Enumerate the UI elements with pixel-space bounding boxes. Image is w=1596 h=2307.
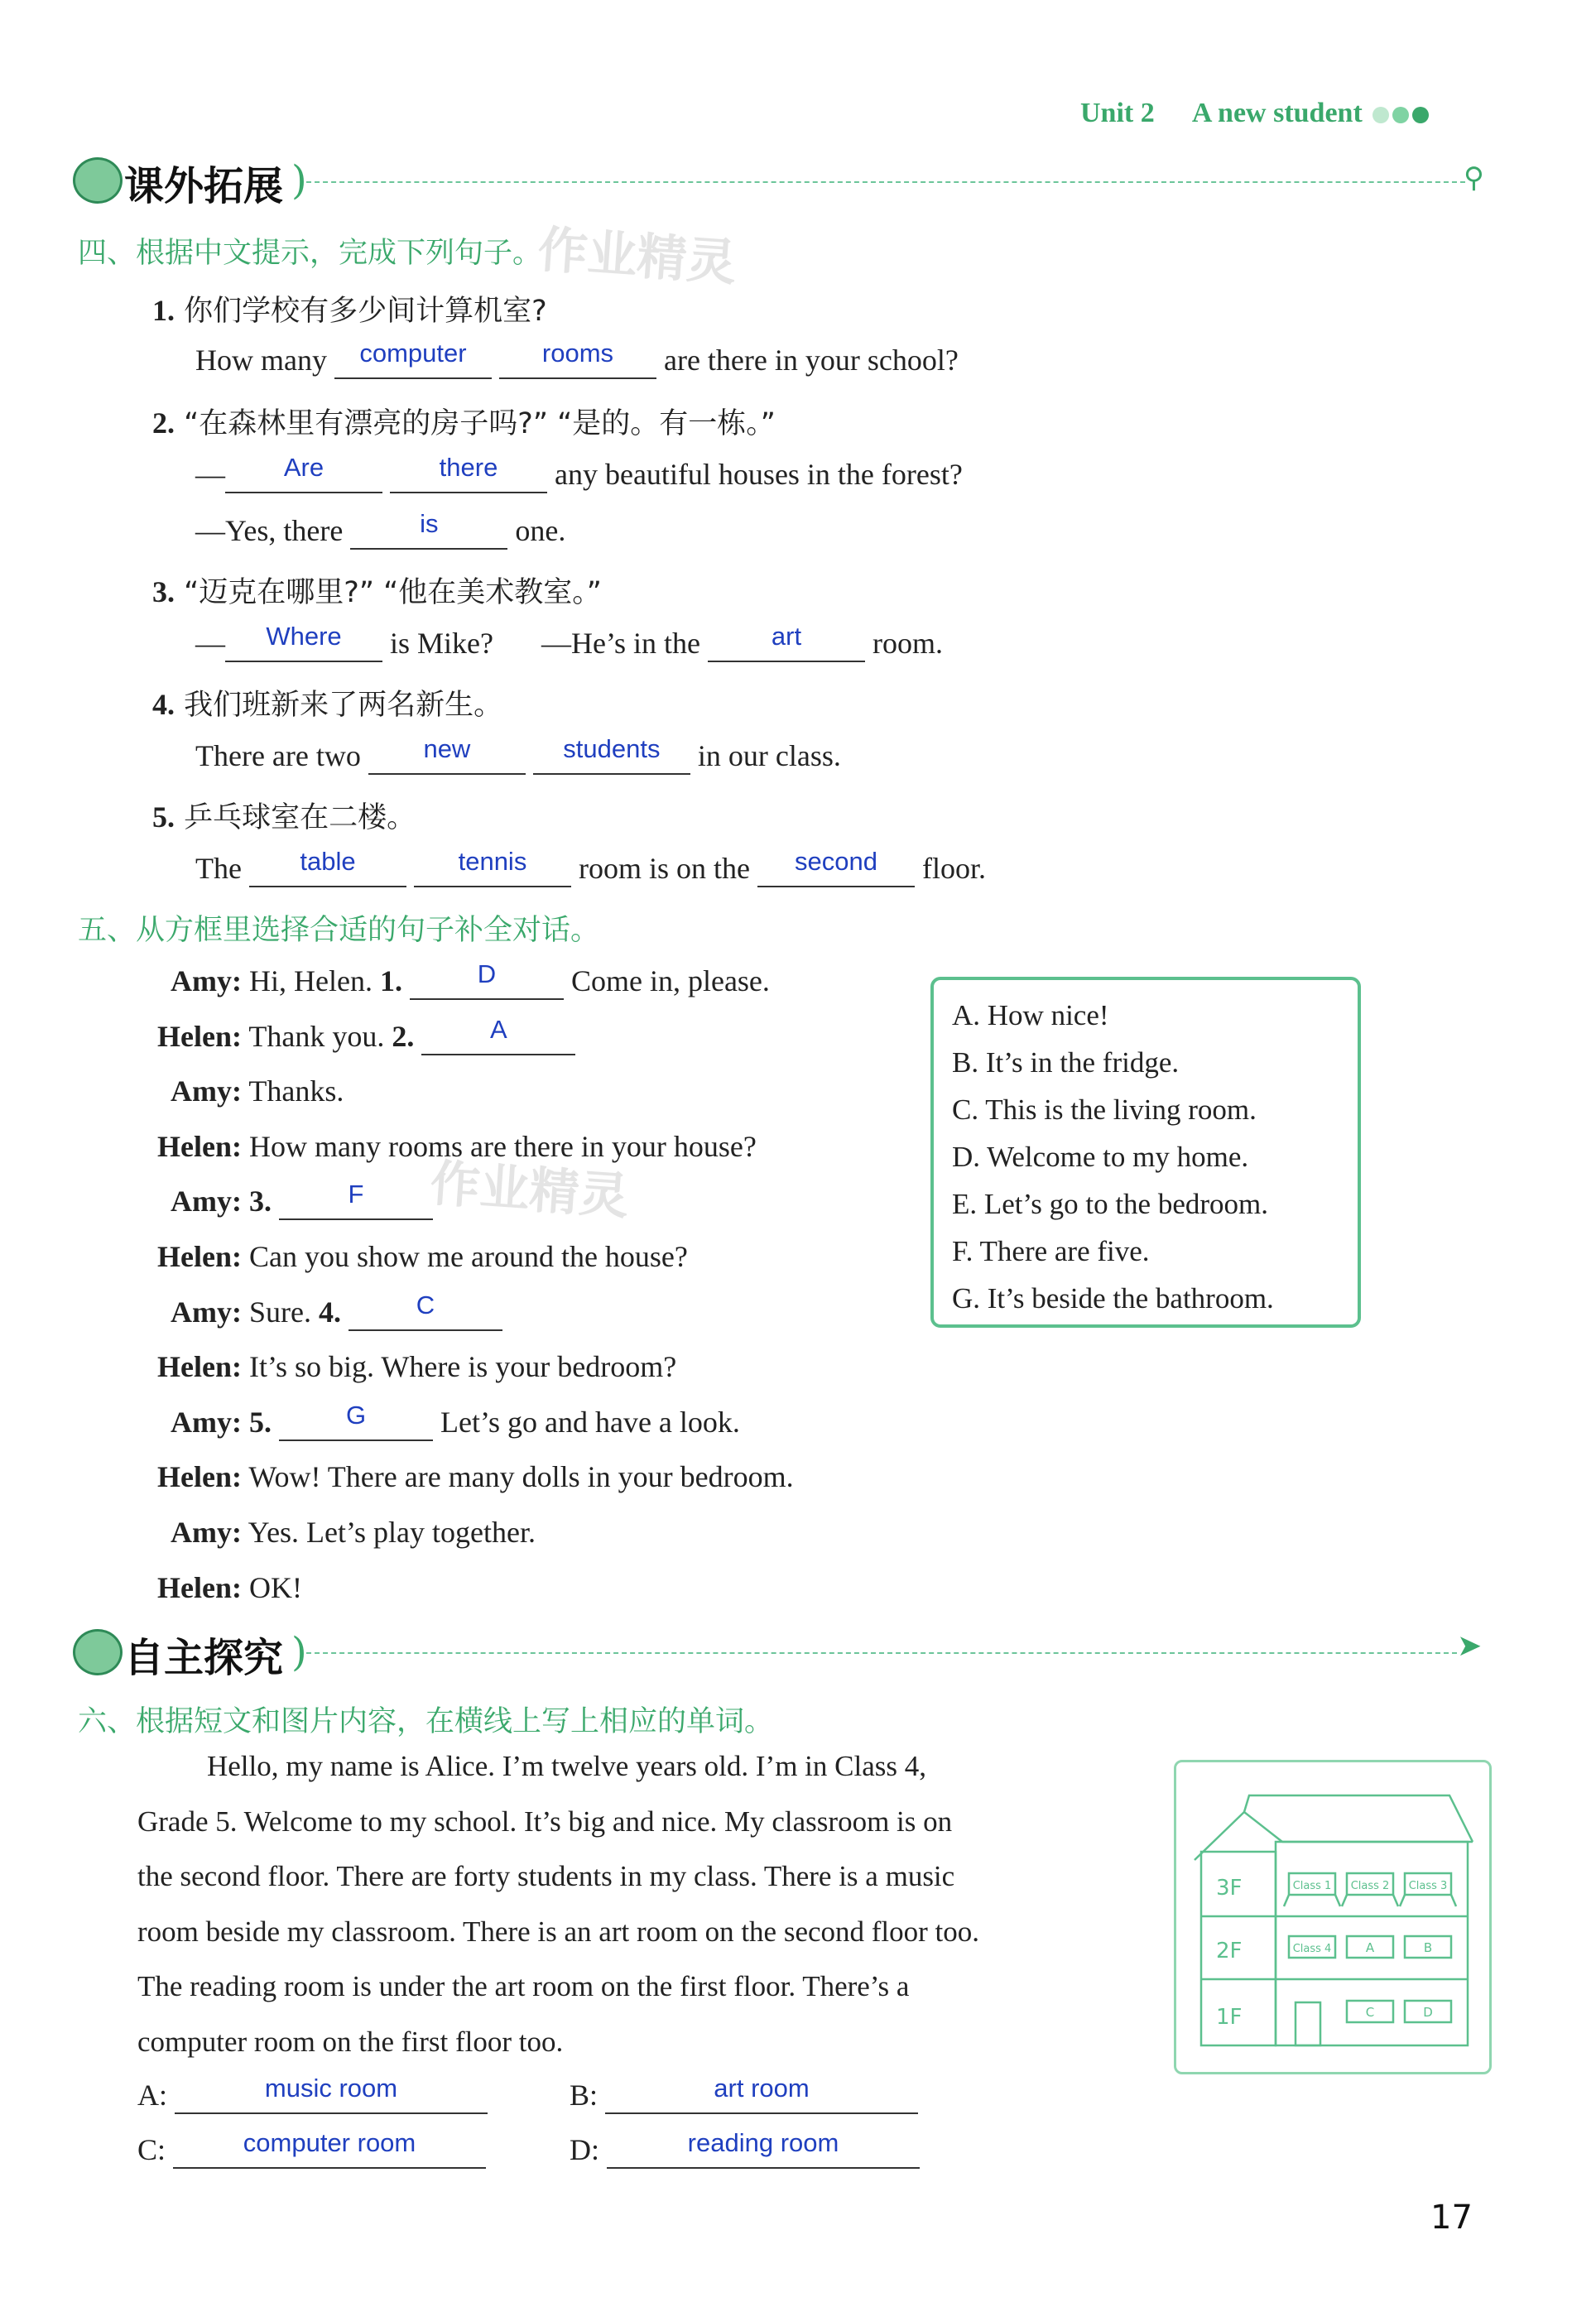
answer-row: B: art room — [570, 2078, 918, 2114]
speaker-label: Amy: — [171, 1074, 242, 1108]
speaker-label: Amy: — [171, 1405, 242, 1439]
dialogue-text: Thanks. — [248, 1074, 344, 1108]
item-en: There are two new students in our class. — [195, 738, 841, 775]
dialogue-text: Wow! There are many dolls in your bedroom. — [248, 1460, 794, 1494]
dialogue-text: It’s so big. Where is your bedroom? — [249, 1350, 677, 1384]
blank-number: 4. — [319, 1295, 341, 1329]
dialogue-text: How many rooms are there in your house? — [249, 1129, 757, 1163]
answer-blank[interactable]: C — [349, 1295, 502, 1331]
answer-blank[interactable]: table — [249, 851, 406, 887]
item-en: The table tennis room is on the second floor. — [195, 851, 986, 887]
svg-text:3F: 3F — [1216, 1876, 1243, 1901]
svg-text:C: C — [1365, 2005, 1375, 2020]
svg-text:B: B — [1423, 1940, 1433, 1955]
dialogue-line — [132, 1014, 575, 1055]
item-zh: 5. 乒乓球室在二楼。 — [152, 800, 416, 834]
item-en: — Where is Mike? —He’s in the art room. — [195, 626, 943, 662]
answer-blank[interactable]: music room — [175, 2078, 488, 2114]
section-title: 课外拓展 — [124, 163, 284, 209]
passage-line: computer room on the first floor too. — [137, 2025, 564, 2058]
dialogue-text: Can you show me around the house? — [249, 1240, 688, 1273]
bracket-icon: ) — [291, 1629, 307, 1675]
watermark: 作业精灵 — [428, 1154, 631, 1227]
dialogue-line — [132, 1459, 794, 1494]
dialogue-text: OK! — [249, 1570, 302, 1604]
dialogue-line — [132, 1515, 536, 1550]
answer-blank[interactable]: D — [410, 964, 564, 1000]
bracket-icon: ) — [291, 157, 307, 204]
option-item: B. It’s in the fridge. — [952, 1046, 1180, 1079]
answer-blank[interactable]: G — [279, 1405, 433, 1441]
blank-number: 5. — [249, 1405, 272, 1439]
passage-line: Grade 5. Welcome to my school. It’s big and nice. My classroom is on — [137, 1805, 953, 1838]
blank-number: 2. — [392, 1019, 415, 1053]
item-zh: 2. “在森林里有漂亮的房子吗?” “是的。有一栋。” — [152, 406, 776, 440]
unit-header — [1080, 98, 1429, 129]
svg-text:2F: 2F — [1216, 1939, 1243, 1963]
dialogue-text: Yes. Let’s play together. — [248, 1516, 536, 1549]
svg-text:A: A — [1365, 1940, 1375, 1955]
section-title: 自主探究 — [124, 1635, 284, 1681]
book-reader-icon — [73, 157, 123, 204]
options-box — [930, 977, 1361, 1328]
dialogue-line — [132, 1400, 740, 1441]
dialogue-line — [132, 1239, 688, 1274]
speaker-label: Helen: — [157, 1019, 242, 1053]
section-divider — [306, 181, 1465, 183]
answer-blank[interactable]: computer — [334, 343, 492, 379]
dialogue-line — [132, 1074, 344, 1108]
answer-blank[interactable]: F — [279, 1184, 433, 1220]
dialogue-text: Sure. — [249, 1295, 311, 1329]
answer-blank[interactable]: reading room — [607, 2132, 920, 2169]
dialogue-line — [132, 1129, 757, 1164]
svg-text:Class 1: Class 1 — [1292, 1880, 1332, 1892]
question-title: 六、根据短文和图片内容，在横线上写上相应的单词。 — [78, 1705, 774, 1738]
passage-line: the second floor. There are forty students in my class. There is a music — [137, 1860, 955, 1892]
speaker-label: Amy: — [171, 964, 242, 997]
svg-text:Class 2: Class 2 — [1350, 1880, 1390, 1892]
option-item: A. How nice! — [952, 999, 1109, 1031]
passage-line: room beside my classroom. There is an art room on the second floor too. — [137, 1915, 980, 1948]
speaker-label: Helen: — [157, 1570, 242, 1604]
unit-label: Unit 2 — [1080, 98, 1155, 128]
answer-blank[interactable]: Where — [225, 626, 382, 662]
answer-blank[interactable]: students — [533, 738, 690, 775]
answer-blank[interactable]: there — [390, 457, 547, 493]
speaker-label: Helen: — [157, 1129, 242, 1163]
dialogue-line — [132, 1570, 302, 1605]
svg-text:Class 4: Class 4 — [1292, 1943, 1332, 1955]
blank-number: 3. — [249, 1185, 272, 1218]
item-zh: 4. 我们班新来了两名新生。 — [152, 688, 503, 722]
option-item: C. This is the living room. — [952, 1093, 1257, 1126]
option-item: D. Welcome to my home. — [952, 1141, 1249, 1173]
explorer-icon — [73, 1629, 123, 1675]
item-en: —Yes, there is one. — [195, 513, 565, 550]
answer-row: A: music room — [137, 2078, 488, 2114]
speaker-label: Helen: — [157, 1350, 242, 1384]
school-building-icon — [1176, 1762, 1489, 2072]
unit-title: A new student — [1191, 98, 1363, 128]
question-title: 五、从方框里选择合适的句子补全对话。 — [78, 914, 600, 947]
svg-text:Class 3: Class 3 — [1408, 1880, 1448, 1892]
page-number: 17 — [1430, 2199, 1473, 2237]
option-item: F. There are five. — [952, 1235, 1150, 1267]
item-zh: 1. 你们学校有多少间计算机室? — [152, 294, 547, 328]
answer-blank[interactable]: new — [368, 738, 526, 775]
answer-blank[interactable]: is — [350, 513, 507, 550]
answer-row: D: reading room — [570, 2132, 920, 2169]
option-item: E. Let’s go to the bedroom. — [952, 1188, 1269, 1220]
dialogue-text: Hi, Helen. — [249, 964, 373, 997]
answer-blank[interactable]: art — [708, 626, 865, 662]
dialogue-line — [132, 1180, 433, 1220]
watermark: 作业精灵 — [536, 220, 738, 293]
item-zh: 3. “迈克在哪里?” “他在美术教室。” — [152, 575, 602, 609]
answer-blank[interactable]: Are — [225, 457, 382, 493]
blank-number: 1. — [379, 964, 402, 997]
answer-blank[interactable]: A — [421, 1019, 575, 1055]
dialogue-text: Come in, please. — [570, 964, 770, 997]
speaker-label: Amy: — [171, 1295, 242, 1329]
passage-line: The reading room is under the art room on the first floor. There’s a — [137, 1970, 910, 2002]
answer-row: C: computer room — [137, 2132, 486, 2169]
svg-text:1F: 1F — [1216, 2005, 1243, 2030]
school-picture — [1174, 1760, 1492, 2074]
dialogue-text: Let’s go and have a look. — [440, 1405, 740, 1439]
dialogue-line — [132, 959, 770, 1000]
header-dots-icon — [1369, 98, 1429, 128]
magnifier-icon: ⚲ — [1464, 161, 1484, 195]
dialogue-line — [132, 1349, 676, 1384]
question-title: 四、根据中文提示，完成下列句子。 — [78, 237, 542, 270]
speaker-label: Helen: — [157, 1240, 242, 1273]
dialogue-text: Thank you. — [248, 1019, 385, 1053]
answer-blank[interactable]: computer room — [173, 2132, 486, 2169]
svg-text:D: D — [1423, 2005, 1433, 2020]
answer-blank[interactable]: tennis — [414, 851, 571, 887]
dialogue-line — [132, 1290, 502, 1331]
speaker-label: Helen: — [157, 1460, 242, 1494]
speaker-label: Amy: — [171, 1516, 242, 1549]
paper-plane-icon: ➤ — [1457, 1629, 1483, 1663]
answer-blank[interactable]: art room — [605, 2078, 918, 2114]
option-item: G. It’s beside the bathroom. — [952, 1282, 1274, 1315]
item-en: How many computer rooms are there in your school? — [195, 343, 959, 379]
options-list — [952, 992, 1274, 1322]
item-en: — Are there any beautiful houses in the forest? — [195, 457, 963, 493]
section-divider — [306, 1652, 1457, 1654]
answer-blank[interactable]: second — [757, 851, 915, 887]
speaker-label: Amy: — [171, 1185, 242, 1218]
answer-blank[interactable]: rooms — [499, 343, 656, 379]
passage-line: Hello, my name is Alice. I’m twelve years old. I’m in Class 4, — [207, 1750, 926, 1782]
